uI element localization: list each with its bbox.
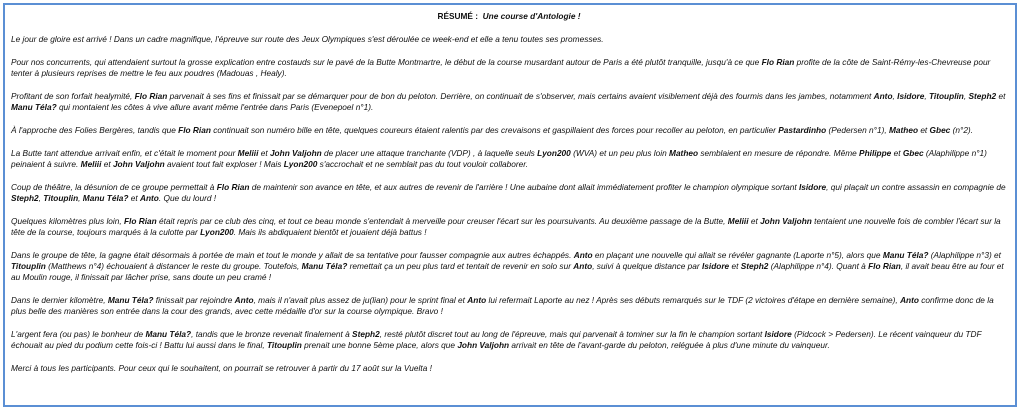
runner-name: Manu Téla? <box>82 193 129 203</box>
runner-name: John Valjohn <box>269 148 322 158</box>
text-run: Le jour de gloire est arrivé ! Dans un cadre magnifique, l'épreuve sur route des Jeux Olympiques s'est déroulée ce week-end et elle a tenu toutes ses promesses. <box>11 34 604 44</box>
text-run: , <box>924 91 929 101</box>
runner-name: Anto <box>573 261 593 271</box>
runner-name: Lyon200 <box>200 227 234 237</box>
runner-name: Steph2 <box>968 91 997 101</box>
text-run: s'accrochait et ne semblait pas du tout vouloir collaborer. <box>317 159 529 169</box>
text-run: remettait ça un peu plus tard et tentait de revenir en solo sur <box>347 261 574 271</box>
paragraph <box>11 57 1007 79</box>
runner-name: Meliii <box>80 159 102 169</box>
runner-name: John Valjohn <box>457 340 510 350</box>
text-run: La Butte tant attendue arrivait enfin, et c'était le moment pour <box>11 148 238 158</box>
paragraph <box>11 91 1007 113</box>
text-run: , suivi à quelque distance par <box>592 261 702 271</box>
paragraph <box>11 148 1007 170</box>
runner-name: Manu Téla? <box>882 250 929 260</box>
text-run: (WVA) et un peu plus loin <box>570 148 670 158</box>
text-run: semblaient en mesure de répondre. Même <box>698 148 860 158</box>
runner-name: Steph2 <box>352 329 380 339</box>
runner-name: Gbec <box>929 125 951 135</box>
runner-name: Anto <box>467 295 487 305</box>
runner-name: Anto <box>873 91 893 101</box>
runner-name: Anto <box>234 295 254 305</box>
runner-name: Gbec <box>902 148 924 158</box>
runner-name: Flo Rian <box>216 182 250 192</box>
text-run: , il avait beau être au four et au Moulin rouge, il finissait par lâcher prise, sans doute un peu cramé ! <box>11 261 1004 282</box>
text-run: Profitant de son forfait healymité, <box>11 91 135 101</box>
runner-name: John Valjohn <box>112 159 165 169</box>
runner-name: Titouplin <box>266 340 302 350</box>
runner-name: Isidore <box>701 261 730 271</box>
paragraph <box>11 125 1007 136</box>
runner-name: Manu Téla? <box>145 329 192 339</box>
text-run: tentaient une nouvelle fois de combler l'écart sur la tête de la course, toujours marqués à la culotte par <box>11 216 1001 237</box>
runner-name: Lyon200 <box>283 159 318 169</box>
text-run: , <box>38 193 44 203</box>
text-run: , mais il n'avait plus assez de ju(lian) pour le sprint final et <box>253 295 468 305</box>
title-label: RÉSUMÉ : <box>437 11 479 21</box>
runner-name: Philippe <box>859 148 892 158</box>
text-run: avaient tout fait exploser ! Mais <box>164 159 284 169</box>
runner-name: Isidore <box>897 91 925 101</box>
text-run: (Alaphilippe n°4). Quant à <box>768 261 869 271</box>
runner-name: Pastardinho <box>778 125 827 135</box>
text-run: et <box>128 193 140 203</box>
paragraph <box>11 182 1007 204</box>
runner-name: Flo Rian <box>123 216 157 226</box>
text-run: et <box>891 148 903 158</box>
summary-body <box>11 34 1007 374</box>
text-run: Dans le groupe de tête, la gagne était désormais à portée de main et tout le monde y allait de sa tentative pour fausser compagnie aux autres échappés. <box>11 250 574 260</box>
text-run: arrivait en tête de l'avant-garde du peloton, reléguée à plus d'une minute du vainqueur. <box>509 340 830 350</box>
runner-name: Flo Rian <box>134 91 168 101</box>
paragraph <box>11 34 1007 45</box>
text-run: lui refermait Laporte au nez ! Après ses débuts remarqués sur le TDF (2 victoires d'étape en dernière semaine), <box>486 295 901 305</box>
runner-name: Titouplin <box>11 261 46 271</box>
runner-name: Anto <box>139 193 159 203</box>
runner-name: Steph2 <box>11 193 39 203</box>
text-run: finissait par rejoindre <box>153 295 235 305</box>
text-run: , <box>78 193 83 203</box>
text-run: Dans le dernier kilomètre, <box>11 295 108 305</box>
summary-document <box>3 3 1017 407</box>
text-run: et <box>101 159 113 169</box>
text-run: (Pidcock > Pedersen). Le récent vainqueur du TDF échouait au pied du podium cette fois-ci ! Battu lui aussi dans le final, <box>11 329 982 350</box>
text-run: , tandis que le bronze revenait finalement à <box>191 329 353 339</box>
text-run: . Mais ils abdiquaient bientôt et jouaient déjà battus ! <box>233 227 427 237</box>
document-title <box>11 11 1007 22</box>
text-run: Coup de théâtre, la désunion de ce groupe permettait à <box>11 182 217 192</box>
runner-name: Anto <box>573 250 593 260</box>
runner-name: Isidore <box>764 329 792 339</box>
text-run: en plaçant une nouvelle qui allait se révéler gagnante (Laporte n°5), alors que <box>592 250 883 260</box>
text-run: L'argent fera (ou pas) le bonheur de <box>11 329 146 339</box>
runner-name: Titouplin <box>43 193 79 203</box>
text-run: . Que du lourd ! <box>158 193 217 203</box>
text-run: prenait une bonne 5ème place, alors que <box>301 340 458 350</box>
text-run: confirme donc de la plus belle des manières son entrée dans la cour des grands, avec cette médaille d'or sur la course olympique. Bravo ! <box>11 295 994 316</box>
text-run: À l'approche des Folies Bergères, tandis que <box>11 125 179 135</box>
runner-name: John Valjohn <box>760 216 812 226</box>
runner-name: Flo Rian <box>178 125 211 135</box>
runner-name: Isidore <box>798 182 827 192</box>
text-run: et <box>258 148 270 158</box>
text-run: et <box>996 91 1006 101</box>
text-run: et <box>918 125 930 135</box>
text-run: de maintenir son avance en tête, et aux autres de revenir de l'arrière ! Une aubaine dont allait immédiatement profiter le champion olympique sortant <box>249 182 799 192</box>
text-run: Merci à tous les participants. Pour ceux qui le souhaitent, on pourrait se retrouver à partir du 17 août sur la Vuelta ! <box>11 363 432 373</box>
text-run: continuait son numéro bille en tête, quelques coureurs étaient ralentis par des crevaisons et gaspillaient des forces pour recoller au peloton, en particulier <box>210 125 779 135</box>
text-run: était repris par ce club des cinq, et tout ce beau monde s'entendait à merveille pour creuser l'écart sur les poursuivants. Au deuxième passage de la Butte, <box>156 216 728 226</box>
runner-name: Titouplin <box>929 91 964 101</box>
runner-name: Matheo <box>669 148 699 158</box>
text-run: (Alaphilippe n°3) et <box>928 250 1001 260</box>
runner-name: Meliii <box>727 216 749 226</box>
text-run: parvenait à ses fins et finissait par se démarquer pour de bon du peloton. Derrière, on continuait de s'observer, mais certains avaient visiblement déjà des fourmis dans les jambes, notamment <box>167 91 874 101</box>
text-run: profite de la côte de Saint-Rémy-les-Chevreuse pour tenter à plusieurs reprises de mettre le feu aux poudres (Madouas , Healy). <box>11 57 991 78</box>
text-run: Pour nos concurrents, qui attendaient surtout la grosse explication entre costauds sur le pavé de la Butte Montmartre, le début de la course musardant autour de Paris a été plutôt tranquille, jusqu'à ce que <box>11 57 762 67</box>
text-run: , <box>963 91 969 101</box>
text-run: qui montaient les côtes à vive allure avant même l'entrée dans Paris (Evenepoel n°1). <box>56 102 374 112</box>
text-run: de placer une attaque tranchante (VDP) , à laquelle seuls <box>321 148 538 158</box>
runner-name: Flo Rian <box>868 261 901 271</box>
runner-name: Anto <box>900 295 919 305</box>
runner-name: Meliii <box>237 148 259 158</box>
paragraph <box>11 295 1007 317</box>
runner-name: Manu Téla? <box>11 102 57 112</box>
text-run: (Alaphilippe n°1) peinaient à suivre. <box>11 148 987 169</box>
text-run: , resté plutôt discret tout au long de l'épreuve, mais qui parvenait à tominer sur la fin le champion sortant <box>379 329 765 339</box>
runner-name: Manu Téla? <box>107 295 154 305</box>
text-run: et <box>748 216 761 226</box>
paragraph <box>11 216 1007 238</box>
text-run: , qui plaçait un contre assassin en compagnie de <box>826 182 1006 192</box>
runner-name: Flo Rian <box>761 57 795 67</box>
text-run: (n°2). <box>950 125 973 135</box>
runner-name: Lyon200 <box>537 148 571 158</box>
runner-name: Matheo <box>888 125 919 135</box>
paragraph <box>11 363 1007 374</box>
paragraph <box>11 250 1007 283</box>
text-run: (Pedersen n°1), <box>826 125 889 135</box>
text-run: (Matthews n°4) échouaient à distancer le reste du groupe. Toutefois, <box>45 261 302 271</box>
runner-name: Manu Téla? <box>301 261 348 271</box>
runner-name: Steph2 <box>740 261 769 271</box>
text-run: , <box>892 91 898 101</box>
title-subtitle: Une course d'Antologie ! <box>482 11 581 21</box>
text-run: et <box>729 261 741 271</box>
paragraph <box>11 329 1007 351</box>
text-run: Quelques kilomètres plus loin, <box>11 216 124 226</box>
